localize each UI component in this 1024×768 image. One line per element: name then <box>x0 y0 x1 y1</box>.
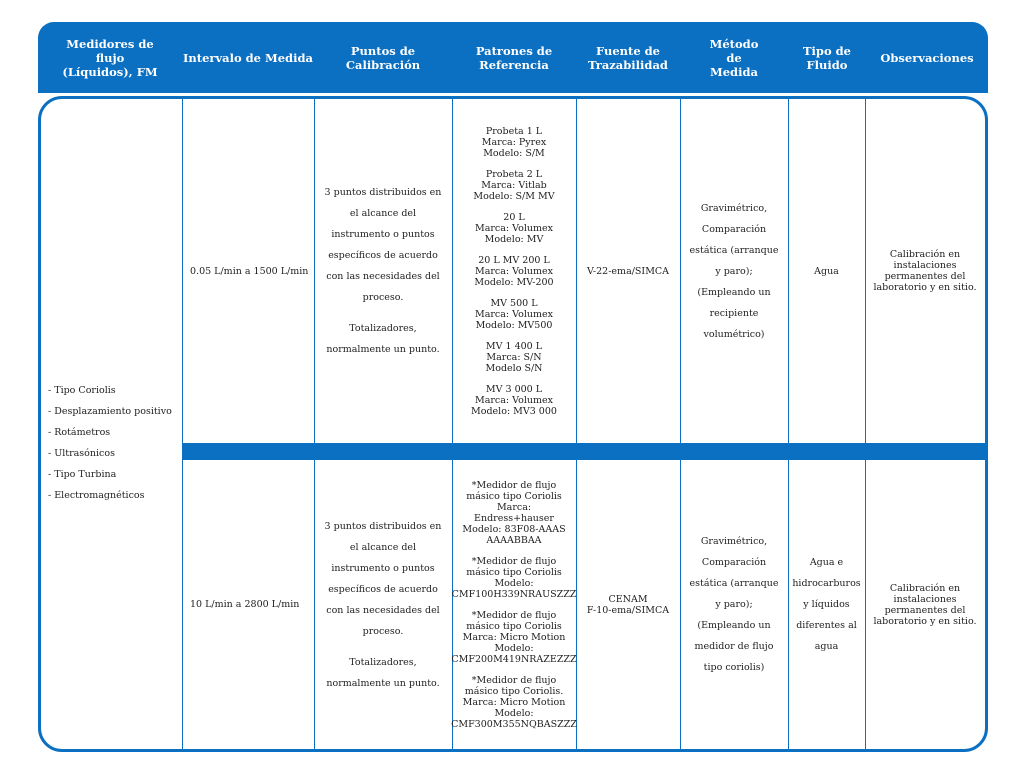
fluid-value: Agua <box>814 265 839 277</box>
row1-standards <box>452 99 576 443</box>
standard-entry: Probeta 2 L Marca: Vitlab Modelo: S/M MV <box>473 168 555 202</box>
row2-method <box>680 460 788 749</box>
traceability-value: V-22-ema/SIMCA <box>586 265 670 277</box>
list-item: - Tipo Coriolis <box>48 384 116 396</box>
row2-points <box>318 460 448 749</box>
standard-entry: *Medidor de flujo másico tipo Coriolis Modelo: CMF100H339NRAUSZZZ <box>451 555 577 600</box>
header-col-range: Intervalo de Medida <box>183 50 313 65</box>
column-divider <box>314 99 315 749</box>
row1-range <box>186 99 314 443</box>
method-text: Gravimétrico, Comparación estática (arranque y paro); (Empleando un recipiente volumétrico) <box>689 202 779 340</box>
row2-standards <box>452 460 576 749</box>
row2-observations <box>865 460 985 749</box>
header-col-points: Puntos de Calibración <box>345 43 421 72</box>
row1-method <box>680 99 788 443</box>
row1-fluid <box>788 99 865 443</box>
row1-observations <box>865 99 985 443</box>
standard-entry: MV 3 000 L Marca: Volumex Modelo: MV3 000 <box>471 383 557 417</box>
standard-entry: Probeta 1 L Marca: Pyrex Modelo: S/M <box>481 125 547 159</box>
row1-traceability <box>576 99 680 443</box>
observations-text: Calibración en instalaciones permanentes del laboratorio y en sitio. <box>873 249 977 293</box>
list-item: - Rotámetros <box>48 426 111 438</box>
standard-entry: *Medidor de flujo másico tipo Coriolis. Marca: Micro Motion Modelo: CMF300M355NQBASZZZ <box>451 674 577 730</box>
list-item: - Desplazamiento positivo <box>48 405 172 417</box>
header-col-meters: Medidores de flujo (Líquidos), FM <box>62 36 158 79</box>
table-header <box>38 22 988 93</box>
points-text: 3 puntos distribuidos en el alcance del instrumento o puntos específicos de acuerdo con las necesidades del proceso. <box>324 187 442 303</box>
points-text: 3 puntos distribuidos en el alcance del instrumento o puntos específicos de acuerdo con las necesidades del proceso. <box>324 520 442 637</box>
standard-entry: *Medidor de flujo másico tipo Coriolis Marca: Micro Motion Modelo: CMF200M419NRAZEZZZ <box>451 609 577 665</box>
standard-entry: *Medidor de flujo másico tipo Coriolis Marca: Endress+hauser Modelo: 83F08-AAAS AAAABBAA <box>462 479 566 546</box>
method-text: Gravimétrico, Comparación estática (arranque y paro); (Empleando un medidor de flujo tipo coriolis) <box>689 536 779 673</box>
meter-types-list <box>44 380 182 505</box>
header-col-traceability: Fuente de Trazabilidad <box>588 43 668 72</box>
standard-entry: 20 L MV 200 L Marca: Volumex Modelo: MV-200 <box>474 254 554 288</box>
list-item: - Electromagnéticos <box>48 489 145 501</box>
traceability-value: CENAM F-10-ema/SIMCA <box>586 593 670 616</box>
totalizers-text: Totalizadores, normalmente un punto. <box>326 323 440 355</box>
range-value: 0.05 L/min a 1500 L/min <box>190 265 309 277</box>
header-col-fluid: Tipo de Fluido <box>803 43 851 72</box>
column-divider <box>182 99 183 749</box>
row2-fluid <box>788 460 865 749</box>
observations-text: Calibración en instalaciones permanentes del laboratorio y en sitio. <box>873 582 977 627</box>
list-item: - Tipo Turbina <box>48 468 117 480</box>
header-col-observations: Observaciones <box>880 50 974 65</box>
totalizers-text: Totalizadores, normalmente un punto. <box>326 656 440 689</box>
list-item: - Ultrasónicos <box>48 447 115 459</box>
row2-traceability <box>576 460 680 749</box>
row-separator-band <box>182 443 988 460</box>
row1-points <box>318 99 448 443</box>
row2-range <box>186 460 314 749</box>
header-col-method: Método de Medida <box>709 36 759 79</box>
standard-entry: 20 L Marca: Volumex Modelo: MV <box>475 211 553 245</box>
standard-entry: MV 1 400 L Marca: S/N Modelo S/N <box>485 340 543 374</box>
fluid-value: Agua e hidrocarburos y líquidos diferentes al agua <box>792 557 861 652</box>
standard-entry: MV 500 L Marca: Volumex Modelo: MV500 <box>475 297 553 331</box>
range-value: 10 L/min a 2800 L/min <box>190 599 300 610</box>
header-col-standards: Patrones de Referencia <box>475 43 553 72</box>
